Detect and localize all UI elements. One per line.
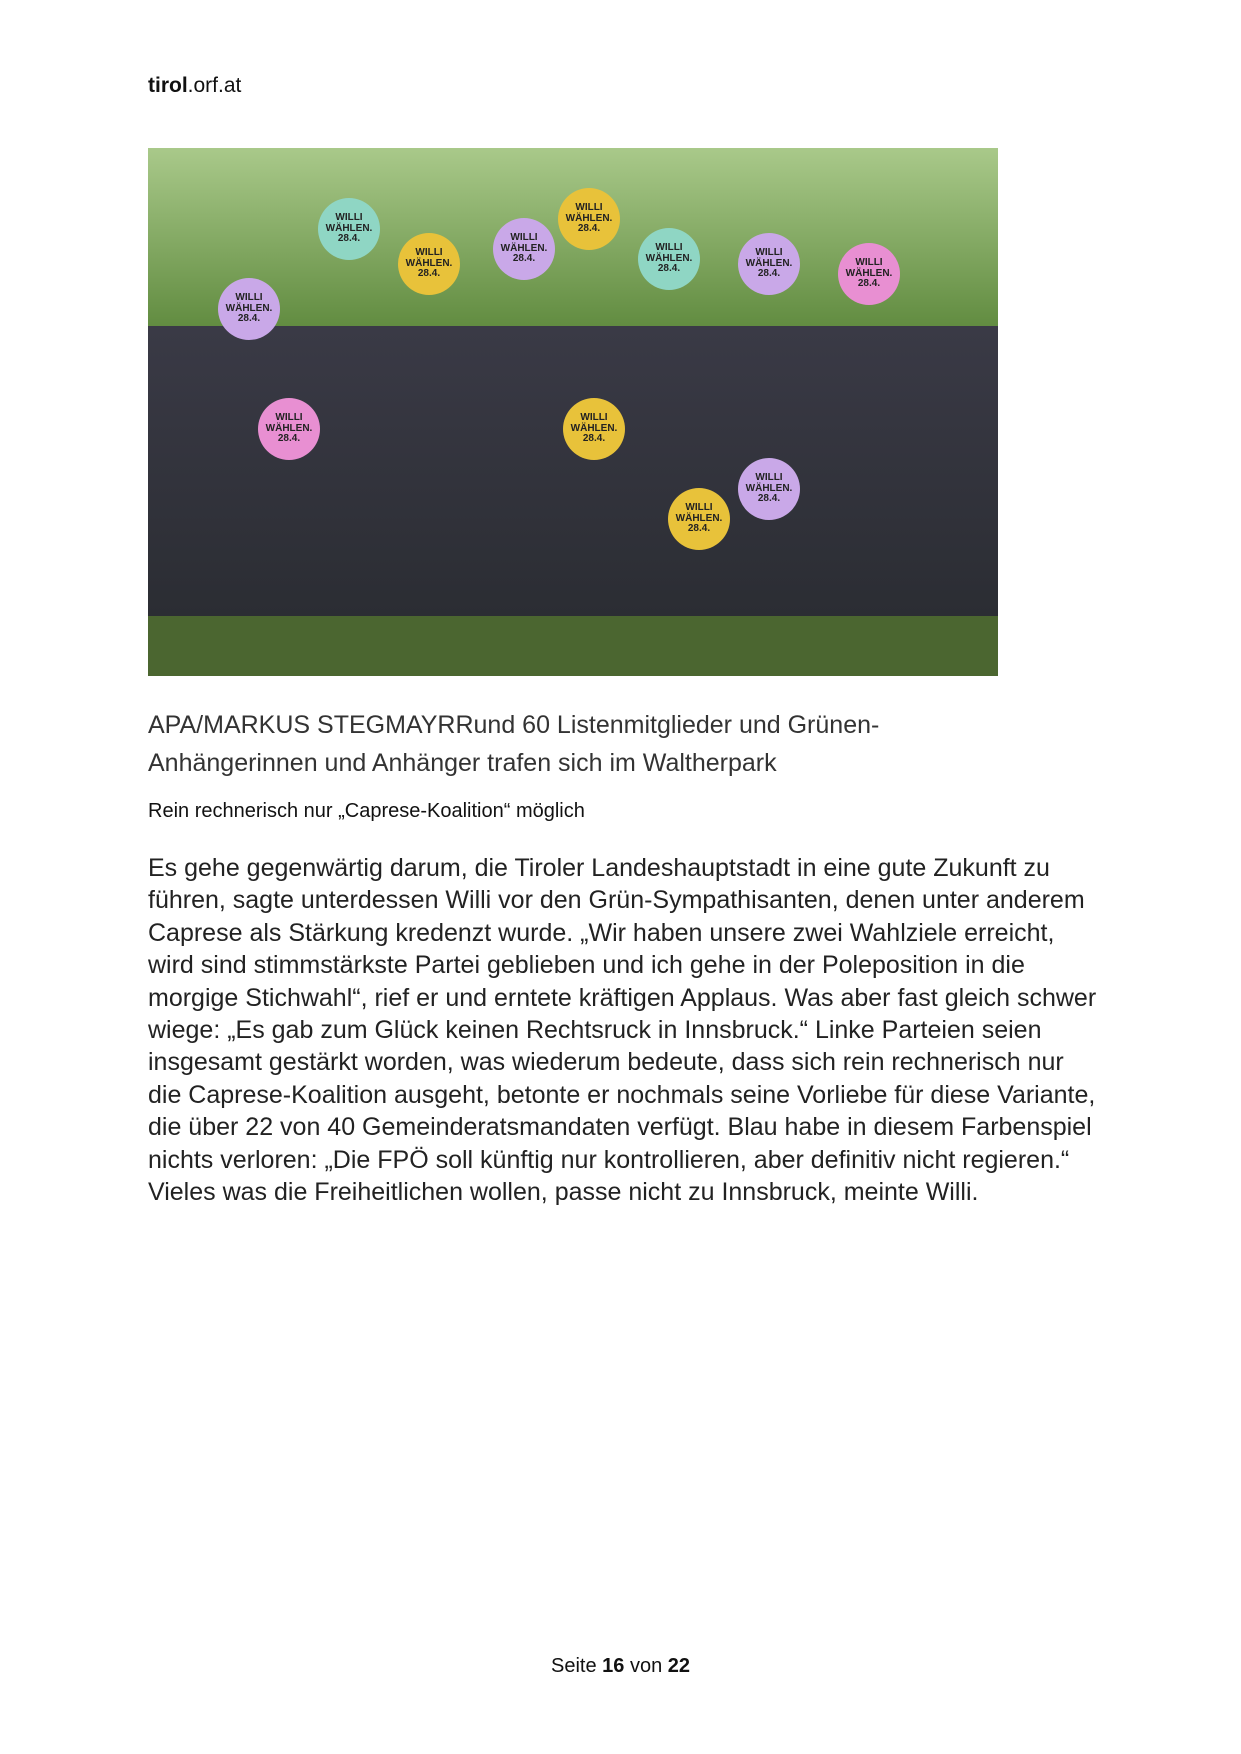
photo-sign: WILLI WÄHLEN. 28.4. — [838, 243, 900, 305]
photo-sign: WILLI WÄHLEN. 28.4. — [398, 233, 460, 295]
photo-sign: WILLI WÄHLEN. 28.4. — [558, 188, 620, 250]
photo-sign: WILLI WÄHLEN. 28.4. — [318, 198, 380, 260]
photo-crowd — [148, 326, 998, 616]
total-pages: 22 — [667, 1655, 690, 1677]
photo-sign: WILLI WÄHLEN. 28.4. — [563, 398, 625, 460]
page-footer — [0, 1655, 1241, 1678]
site-name-rest: .orf.at — [187, 74, 242, 97]
article-photo — [148, 148, 998, 676]
photo-sign: WILLI WÄHLEN. 28.4. — [738, 458, 800, 520]
footer-middle: von — [624, 1655, 668, 1677]
photo-sign: WILLI WÄHLEN. 28.4. — [638, 228, 700, 290]
site-name-bold: tirol — [148, 74, 188, 97]
footer-prefix: Seite — [550, 1655, 603, 1677]
photo-sign: WILLI WÄHLEN. 28.4. — [258, 398, 320, 460]
photo-sign: WILLI WÄHLEN. 28.4. — [493, 218, 555, 280]
site-name — [148, 74, 241, 98]
photo-sign: WILLI WÄHLEN. 28.4. — [668, 488, 730, 550]
article-body: Es gehe gegenwärtig darum, die Tiroler Landeshauptstadt in eine gute Zukunft zu führen, sagte unterdessen Willi vor den Grün-Sympathisanten, denen unter anderem Caprese als Stärkung kredenzt wurde. „Wir haben unsere zwei Wahlziele erreicht, wird sind stimmstärkste Partei geblieben und ich gehe in der Poleposition in die morgige Stichwahl“, rief er und erntete kräftigen Applaus. Was aber fast gleich schwer wiege: „Es gab zum Glück keinen Rechtsruck in Innsbruck.“ Linke Parteien seien insgesamt gestärkt worden, was wiederum bedeute, dass sich rein rechnerisch nur die Caprese-Koalition ausgeht, betonte er nochmals seine Vorliebe für diese Variante, die über 22 von 40 Gemeinderatsmandaten verfügt. Blau habe in diesem Farbenspiel nichts verloren: „Die FPÖ soll künftig nur kontrollieren, aber definitiv nicht regieren.“ Vieles was die Freiheitlichen wollen, passe nicht zu Innsbruck, meinte Willi. — [148, 854, 1097, 1207]
photo-sign: WILLI WÄHLEN. 28.4. — [218, 278, 280, 340]
photo-sign: WILLI WÄHLEN. 28.4. — [738, 233, 800, 295]
photo-caption: APA/MARKUS STEGMAYRRund 60 Listenmitglieder und Grünen-Anhängerinnen und Anhänger trafen sich im Waltherpark — [148, 711, 880, 777]
section-subheading: Rein rechnerisch nur „Caprese-Koalition“ möglich — [148, 800, 585, 822]
current-page: 16 — [602, 1655, 625, 1677]
photo-grass — [148, 616, 998, 676]
